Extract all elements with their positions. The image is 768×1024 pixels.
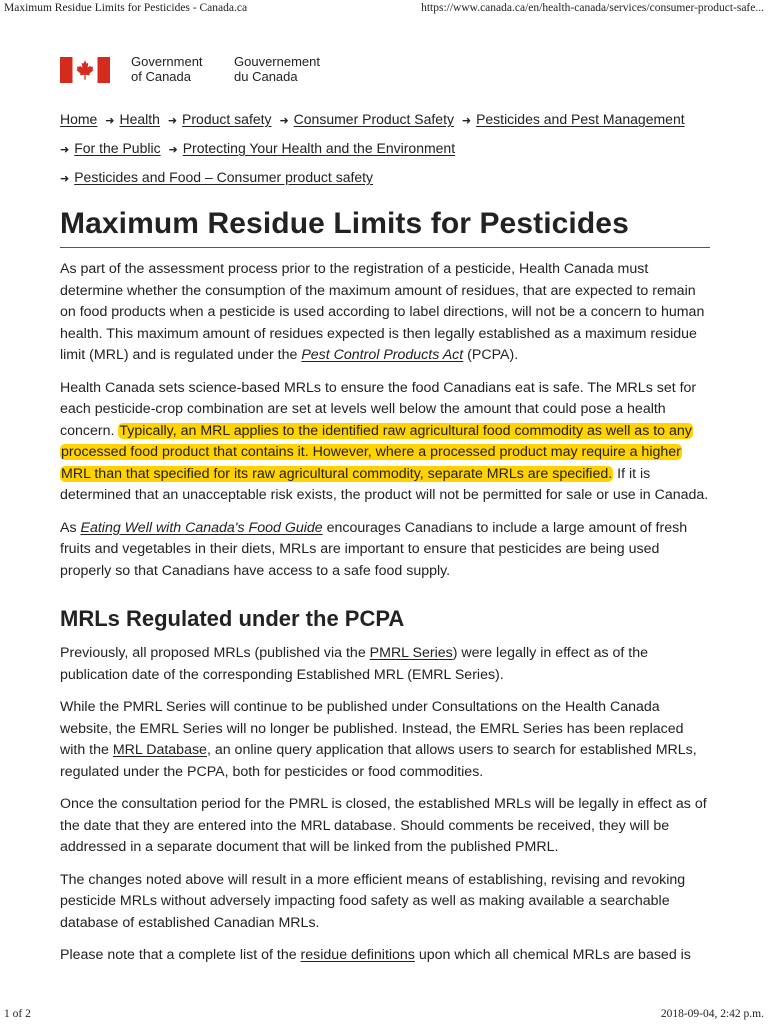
breadcrumb-item-pesticides-and-food	[60, 164, 373, 193]
section-paragraph-1: Previously, all proposed MRLs (published via the PMRL Series) were legally in effect as of the publication date of the corresponding Established MRL (EMRL Series).	[60, 645, 649, 683]
page-number: 1 of 2	[4, 1008, 31, 1020]
government-name-english: Government of Canada	[131, 54, 203, 84]
print-header-url: https://www.canada.ca/en/health-canada/services/consumer-product-safe...	[421, 2, 764, 14]
arrow-right-icon: ➜	[105, 115, 115, 127]
breadcrumb-link[interactable]: Consumer Product Safety	[293, 111, 454, 127]
food-guide-link[interactable]: Eating Well with Canada's Food Guide	[80, 519, 323, 536]
breadcrumb-link[interactable]: Home	[60, 111, 98, 127]
canada-flag-icon	[60, 57, 110, 83]
arrow-right-icon: ➜	[60, 144, 70, 156]
section-paragraph-5: Please note that a complete list of the residue definitions upon which all chemical MRLs are based is	[60, 947, 691, 963]
government-name-french: Gouvernement du Canada	[234, 54, 320, 84]
print-header	[0, 0, 768, 20]
breadcrumb-item-pesticides-pest-management	[462, 106, 685, 135]
section-paragraph-3: Once the consultation period for the PMRL is closed, the established MRLs will be legally in effect as of the date that they are entered into the MRL database. Should comments be received, they will be addressed in a separate document that will be linked from the published PMRL.	[60, 796, 707, 855]
arrow-right-icon: ➜	[60, 173, 70, 185]
breadcrumb	[60, 106, 710, 193]
pmrl-series-link[interactable]: PMRL Series	[369, 645, 453, 661]
breadcrumb-item-home	[60, 106, 97, 133]
breadcrumb-link[interactable]: Product safety	[182, 111, 272, 127]
breadcrumb-link[interactable]: For the Public	[74, 140, 161, 156]
intro-paragraph-2: Health Canada sets science-based MRLs to ensure the food Canadians eat is safe. The MRLs set for each pesticide-crop combination are set at levels well below the amount that could pose a health concern. Typically, an MRL applies to the identified raw agricultural food commodity as well as to any processed food product that contains it. However, where a processed product may require a higher MRL than that specified for its raw agricultural commodity, separate MRLs are specified. If it is determined that an unacceptable risk exists, the product will not be permitted for sale or use in Canada.	[60, 379, 709, 503]
arrow-right-icon: ➜	[167, 115, 178, 127]
print-footer	[0, 1006, 768, 1024]
arrow-right-icon: ➜	[461, 115, 472, 127]
breadcrumb-link[interactable]: Pesticides and Food – Consumer product safety	[74, 169, 374, 185]
breadcrumb-link[interactable]: Protecting Your Health and the Environment	[182, 140, 456, 156]
breadcrumb-item-protecting-health	[168, 135, 455, 164]
intro-paragraph-3: As Eating Well with Canada's Food Guide encourages Canadians to include a large amount of fresh fruits and vegetables in their diets, MRLs are important to ensure that pesticides are being used properly so that Canadians have access to a safe food supply.	[60, 519, 688, 579]
breadcrumb-item-for-the-public	[60, 135, 161, 164]
government-signature[interactable]	[60, 54, 710, 94]
breadcrumb-link[interactable]: Health	[119, 111, 160, 127]
print-date: 2018-09-04, 2:42 p.m.	[660, 1008, 764, 1020]
residue-definitions-link[interactable]: residue definitions	[300, 947, 415, 963]
arrow-right-icon: ➜	[279, 115, 289, 127]
pest-control-products-act-link[interactable]: Pest Control Products Act	[301, 347, 464, 363]
arrow-right-icon: ➜	[168, 144, 178, 156]
section-heading-mrls-pcpa: MRLs Regulated under the PCPA	[60, 606, 405, 631]
section-paragraph-4: The changes noted above will result in a more efficient means of establishing, revising and revoking pesticide MRLs without adversely impacting food safety as well as making available a searchable database of established Canadian MRLs.	[60, 871, 686, 931]
breadcrumb-link[interactable]: Pesticides and Pest Management	[476, 111, 685, 127]
mrl-database-link[interactable]: MRL Database	[112, 742, 207, 758]
main-content	[60, 48, 710, 967]
print-header-title: Maximum Residue Limits for Pesticides - Canada.ca	[4, 2, 248, 14]
breadcrumb-item-health	[105, 106, 160, 135]
page-title: Maximum Residue Limits for Pesticides	[60, 207, 710, 248]
highlighted-text: Typically, an MRL applies to the identified raw agricultural food commodity as well as to any processed food product that contains it. However, where a processed product may require a higher MRL than that specified for its raw agricultural commodity, separate MRLs are specified.	[61, 422, 692, 482]
intro-paragraph-1: As part of the assessment process prior to the registration of a pesticide, Health Canada must determine whether the consumption of the maximum amount of residues, that are expected to remain on food products when a pesticide is used according to label directions, will not be a concern to human health. This maximum amount of residues expected is then legally established as a maximum residue limit (MRL) and is regulated under the Pest Control Products Act (PCPA).	[60, 261, 705, 363]
section-paragraph-2: While the PMRL Series will continue to be published under Consultations on the Health Canada website, the EMRL Series will no longer be published. Instead, the EMRL Series has been replaced with the MRL Database, an online query application that allows users to search for established MRLs, regulated under the PCPA, both for pesticides or food commodities.	[60, 699, 697, 780]
breadcrumb-item-product-safety	[168, 106, 272, 135]
breadcrumb-item-consumer-product-safety	[279, 106, 454, 135]
